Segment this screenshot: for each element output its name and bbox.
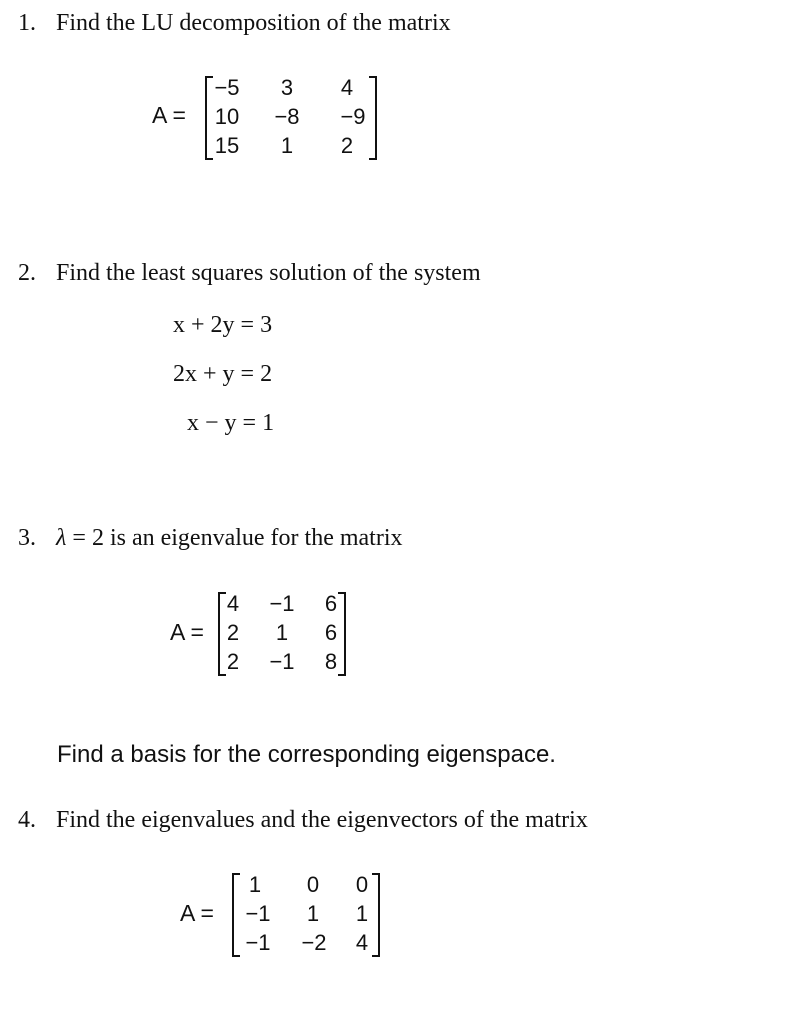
matrix-3-cell: −2 xyxy=(301,930,327,955)
matrix-3-label: A = xyxy=(180,900,214,926)
matrix-2-cell: 6 xyxy=(324,591,338,616)
matrix-1-cell: 15 xyxy=(214,133,240,158)
matrix-3-cell: −1 xyxy=(245,901,271,926)
problem-4-number: 4. xyxy=(18,807,36,833)
equation-2: 2x + y = 2 xyxy=(173,361,273,387)
matrix-3-cell: 1 xyxy=(306,901,320,926)
equation-3: x − y = 1 xyxy=(187,410,275,436)
problem-3-heading xyxy=(18,523,403,553)
matrix-1-cell: 4 xyxy=(340,75,354,100)
matrix-2-cell: 8 xyxy=(324,649,338,674)
matrix-1-cell: −8 xyxy=(274,104,300,129)
problem-1-heading xyxy=(18,8,451,38)
matrix-2-cell: 1 xyxy=(275,620,289,645)
matrix-1-cell: 1 xyxy=(280,133,294,158)
matrix-2-cell: −1 xyxy=(269,649,295,674)
problem-2-number: 2. xyxy=(18,260,36,286)
lambda-symbol: λ xyxy=(56,525,67,551)
matrix-1-cell: 2 xyxy=(340,133,354,158)
problem-2-heading xyxy=(18,258,481,288)
matrix-1-cell: −9 xyxy=(340,104,366,129)
problem-2-text: Find the least squares solution of the system xyxy=(56,260,481,286)
matrix-2-cell: 2 xyxy=(226,620,240,645)
matrix-3-cell: 4 xyxy=(355,930,369,955)
matrix-2-cell: −1 xyxy=(269,591,295,616)
matrix-2-cell: 6 xyxy=(324,620,338,645)
matrix-3-cell: 1 xyxy=(355,901,369,926)
problem-3-text: = 2 is an eigenvalue for the matrix xyxy=(72,525,403,551)
matrix-3-cell: 0 xyxy=(355,872,369,897)
matrix-1-label: A = xyxy=(152,102,186,128)
matrix-1-cell: −5 xyxy=(214,75,240,100)
matrix-1-cell: 10 xyxy=(214,104,240,129)
matrix-3-cell: 1 xyxy=(248,872,262,897)
problem-1-text: Find the LU decomposition of the matrix xyxy=(56,10,451,36)
matrix-3-cell: 0 xyxy=(306,872,320,897)
matrix-2-cell: 2 xyxy=(226,649,240,674)
equation-1: x + 2y = 3 xyxy=(173,312,273,338)
matrix-2-label: A = xyxy=(170,619,204,645)
matrix-1-cell: 3 xyxy=(280,75,294,100)
problem-3-followup: Find a basis for the corresponding eigenspace. xyxy=(57,741,556,768)
matrix-2-cell: 4 xyxy=(226,591,240,616)
matrix-3-cell: −1 xyxy=(245,930,271,955)
problem-4-heading xyxy=(18,805,588,835)
problem-3-number: 3. xyxy=(18,525,36,551)
problem-4-text: Find the eigenvalues and the eigenvectors of the matrix xyxy=(56,807,588,833)
problem-1-number: 1. xyxy=(18,10,36,36)
